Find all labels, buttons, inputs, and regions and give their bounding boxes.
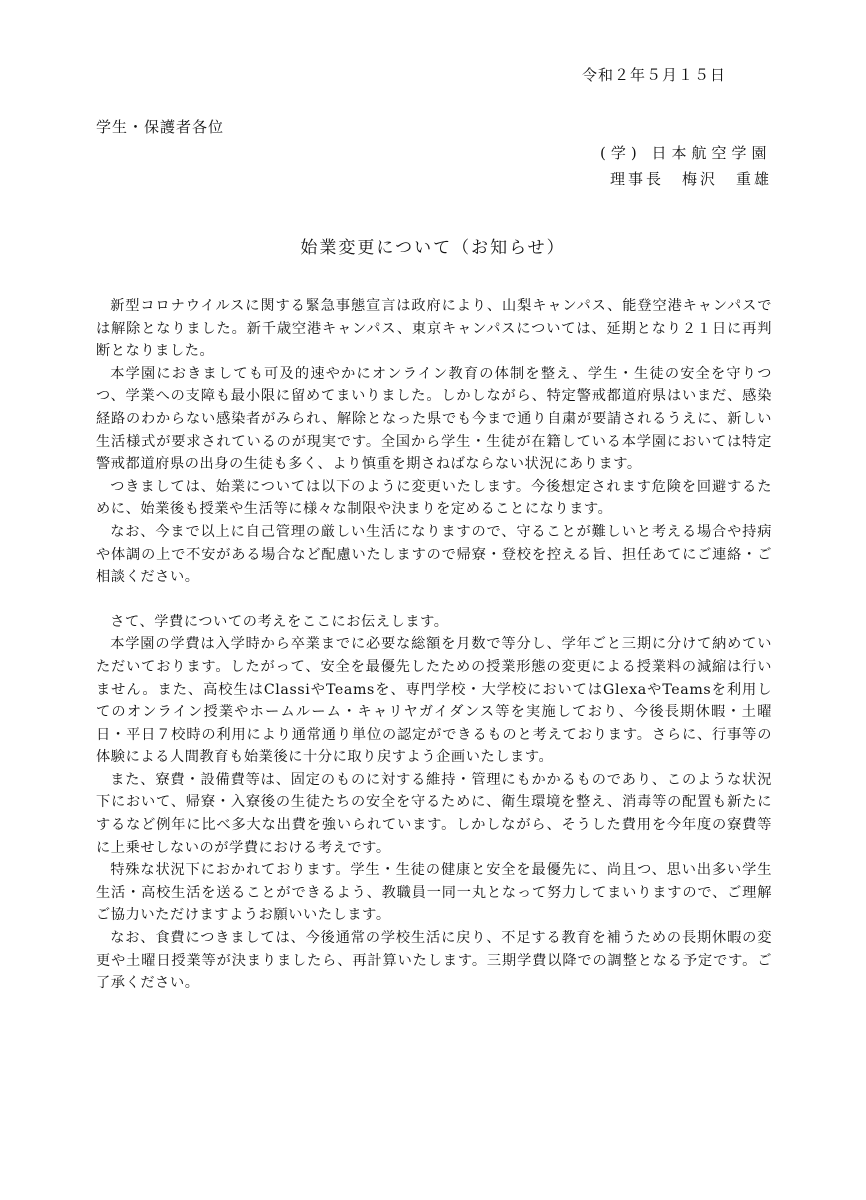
- letter-body: [96, 295, 772, 995]
- body-paragraph: つきましては、始業については以下のように変更いたします。今後想定されます危険を回避するために、始業後も授業や生活等に様々な制限や決まりを定めることになります。: [96, 478, 772, 518]
- body-paragraph: なお、今まで以上に自己管理の厳しい生活になりますので、守ることが難しいと考える場合や持病や体調の上で不安がある場合など配慮いたしますので帰寮・登校を控える旨、担任あてにご連絡・ご相談ください。: [96, 523, 772, 586]
- body-paragraph: さて、学費についての考えをここにお伝えします。: [110, 613, 449, 630]
- body-paragraph: 本学園の学費は入学時から卒業までに必要な総額を月数で等分し、学年ごと三期に分けて納めていただいております。したがって、安全を最優先したための授業形態の変更による授業料の減縮は行いません。また、高校生はClassiやTeamsを、専門学校・大学校においてはGlexaやTeamsを利用してのオンライン授業やホームルーム・キャリヤガイダンス等を実施しており、今後長期休暇・土曜日・平日７校時の利用により通常通り単位の認定ができるものと考えております。さらに、行事等の体験による人間教育も始業後に十分に取り戻すよう企画いたします。: [96, 636, 772, 766]
- sender-representative: 理事長 梅沢 重雄: [609, 170, 772, 188]
- letter-date: 令和２年５月１５日: [581, 66, 726, 84]
- body-paragraph: 新型コロナウイルスに関する緊急事態宣言は政府により、山梨キャンパス、能登空港キャンパスでは解除となりました。新千歳空港キャンパス、東京キャンパスについては、延期となり２１日に再判断となりました。: [96, 298, 772, 360]
- body-paragraph: 特殊な状況下におかれております。学生・生徒の健康と安全を最優先に、尚且つ、思い出多い学生生活・高校生活を送ることができるよう、教職員一同一丸となって努力してまいりますので、ご理解ご協力いただけますようお願いいたします。: [96, 862, 772, 924]
- addressee: 学生・保護者各位: [96, 118, 225, 136]
- body-paragraph: なお、食費につきましては、今後通常の学校生活に戻り、不足する教育を補うための長期休暇の変更や土曜日授業等が決まりましたら、再計算いたします。三期学費以降での調整となる予定です。ご了承ください。: [96, 930, 772, 992]
- section-gap: [96, 589, 772, 611]
- sender-block: [600, 140, 772, 192]
- body-paragraph: また、寮費・設備費等は、固定のものに対する維持・管理にもかかるものであり、このような状況下において、帰寮・入寮後の生徒たちの安全を守るために、衛生環境を整え、消毒等の配置も新たにするなど例年に比べ多大な出費を強いられています。しかしながら、そうした費用を今年度の寮費等に上乗せしないのが学費における考えです。: [96, 771, 772, 856]
- sender-organization: (学) 日本航空学園: [599, 144, 772, 162]
- body-paragraph: 本学園におきましても可及的速やかにオンライン教育の体制を整え、学生・生徒の安全を守りつつ、学業への支障も最小限に留めてまいりました。しかしながら、特定警戒都道府県はいまだ、感染経路のわからない感染者がみられ、解除となった県でも今まで通り自粛が要請されるうえに、新しい生活様式が要求されているのが現実です。全国から学生・生徒が在籍している本学園においては特定警戒都道府県の出身の生徒も多く、より慎重を期さねばならない状況にあります。: [96, 365, 772, 473]
- letter-title: 始業変更について（お知らせ）: [300, 238, 566, 258]
